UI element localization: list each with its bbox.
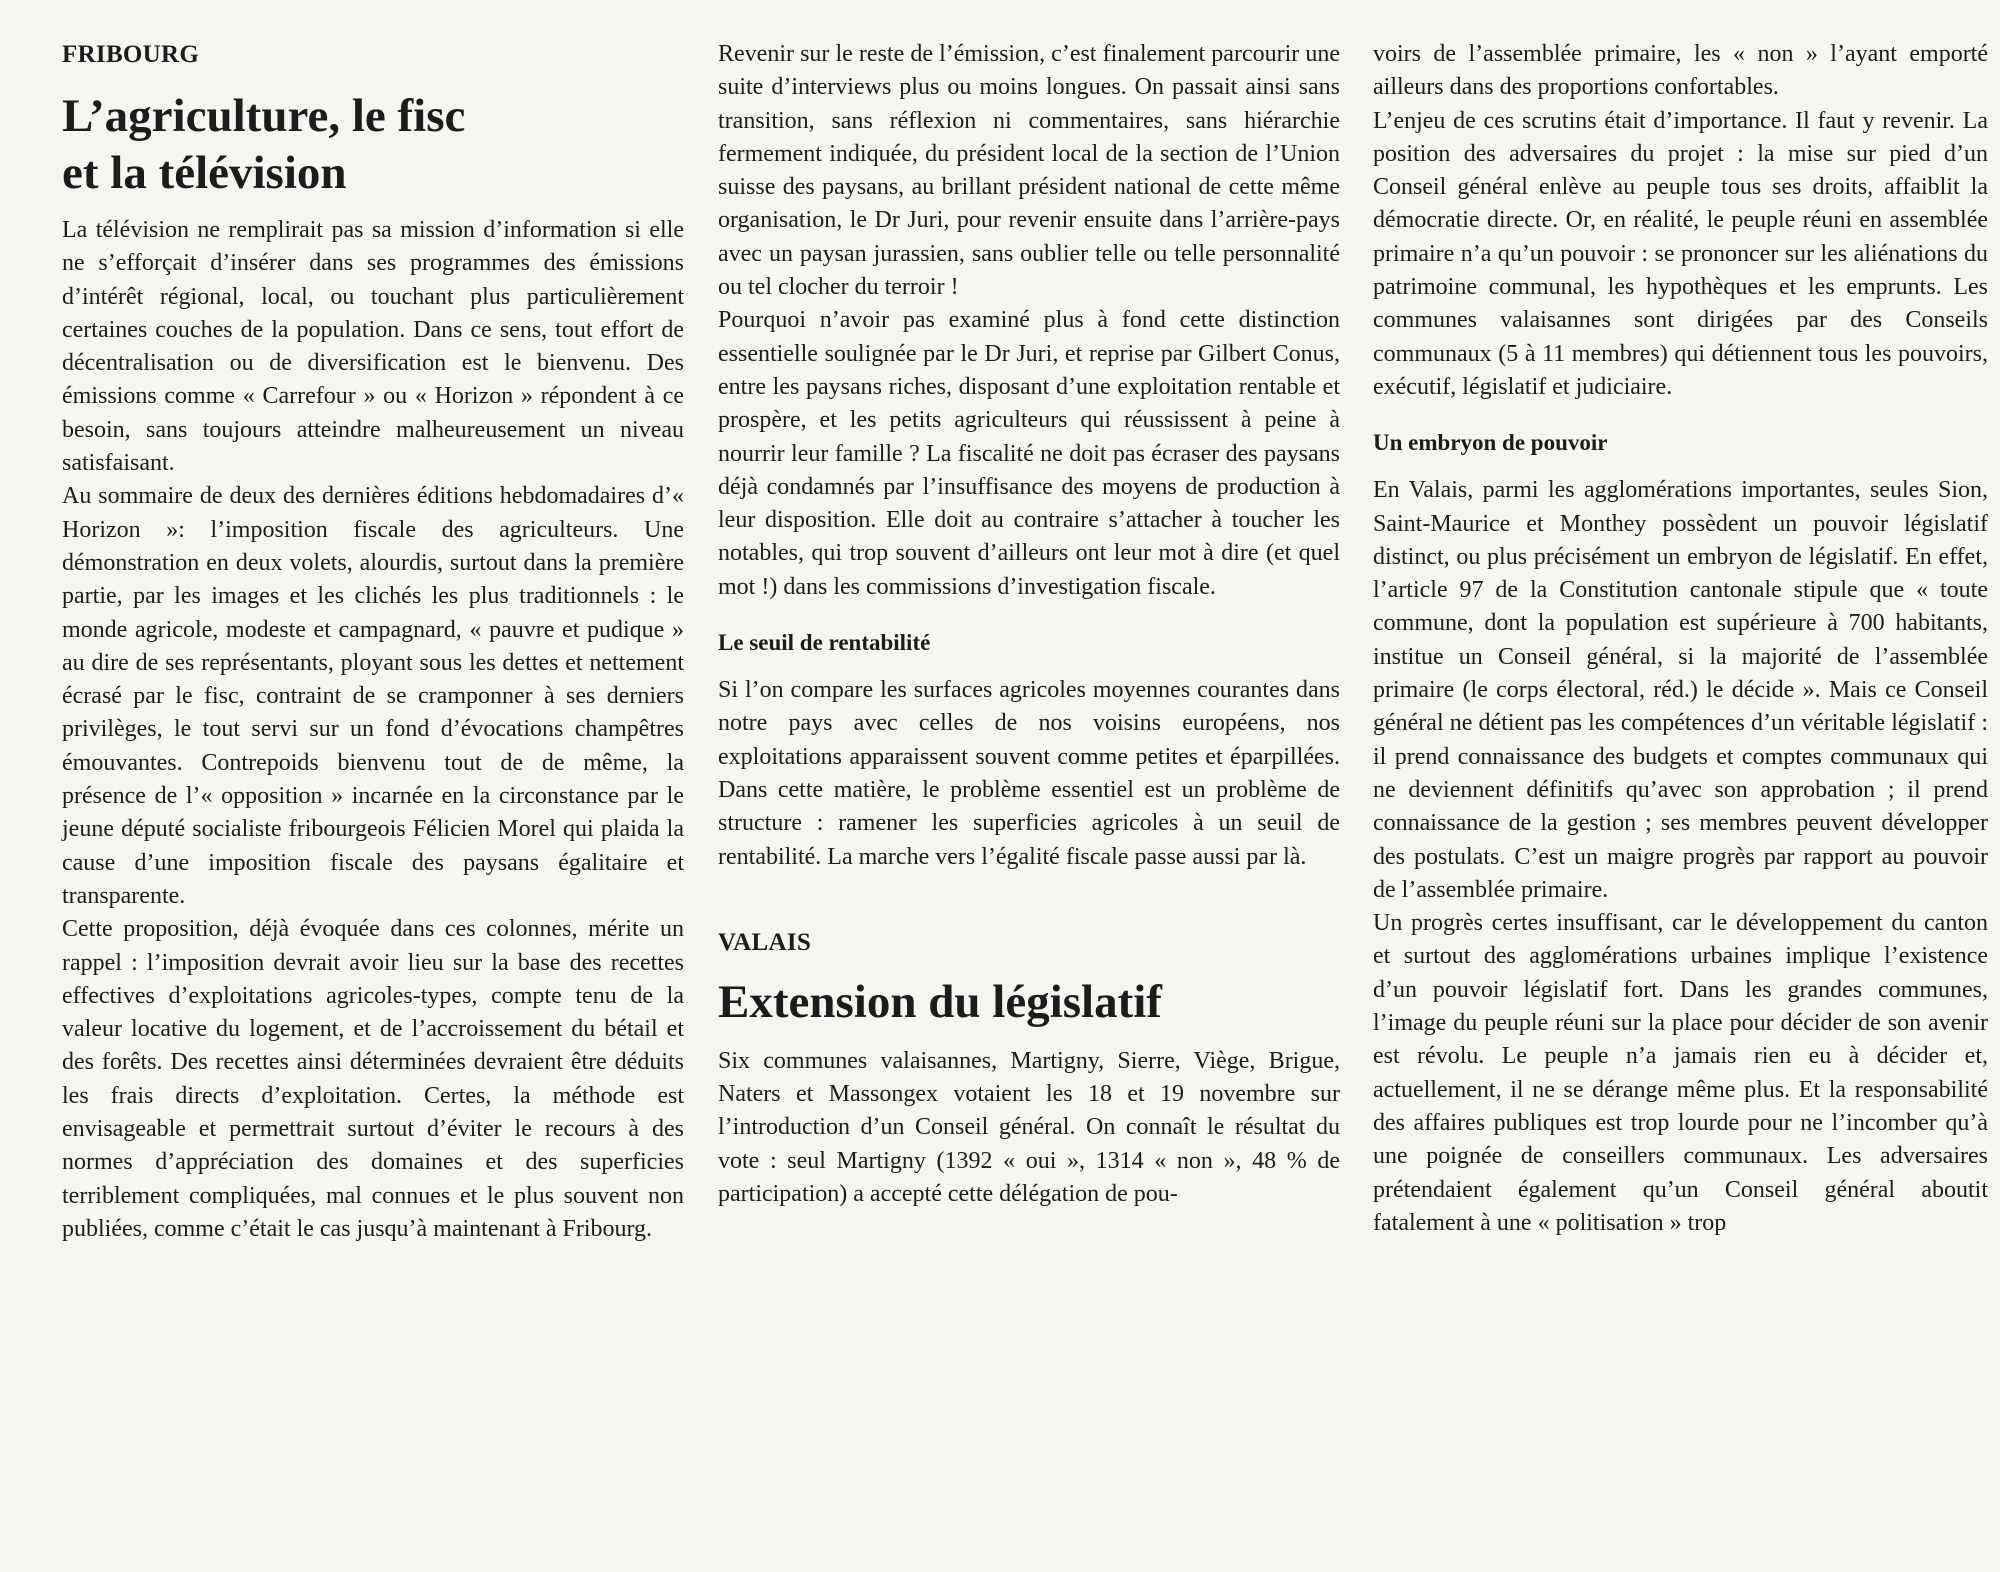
article1-headline-line2: et la télévision <box>62 147 347 199</box>
column-1 <box>62 38 684 1246</box>
article2-paragraph-2: L’enjeu de ces scrutins était d’importance. Il faut y revenir. La position des adversaires du projet : la mise sur pied d’un Conseil général enlève au peuple tous ses droits, affaiblit la démocratie directe. Or, en réalité, le peuple réuni en assemblée primaire n’a qu’un pouvoir : se prononcer sur les aliénations du patrimoine communal, les hypothèques et les emprunts. Les communes valaisannes sont dirigées par des Conseils communaux (5 à 11 membres) qui détiennent tous les pouvoirs, exécutif, législatif et judiciaire. <box>1373 107 1988 400</box>
article2-subhead: Un embryon de pouvoir <box>1373 430 1608 456</box>
article2-paragraph-3: En Valais, parmi les agglomérations importantes, seules Sion, Saint-Maurice et Monthey possèdent un pouvoir législatif distinct, ou plus précisément un embryon de législatif. En effet, l’article 97 de la Constitution cantonale stipule que « toute commune, dont la population est supérieure à 700 habitants, institue un Conseil général, si la majorité de l’assemblée primaire (le corps électoral, réd.) le décide ». Mais ce Conseil général ne détient pas les compétences d’un véritable législatif : il prend connaissance des budgets et comptes communaux qui ne deviennent définitifs qu’avec son approbation ; il prend connaissance de la gestion ; ses membres peuvent développer des postulats. C’est un maigre progrès par rapport au pouvoir de l’assemblée primaire. <box>1373 477 1988 903</box>
article1-paragraph-1: La télévision ne remplirait pas sa mission d’information si elle ne s’efforçait d’insérer dans ses programmes des émissions d’intérêt régional, local, ou touchant plus particulièrement certaines couches de la population. Dans ce sens, tout effort de décentralisation ou de diversification est le bienvenu. Des émissions comme « Carrefour » ou « Horizon » répondent à ce besoin, sans toujours atteindre malheureusement un niveau satisfaisant. <box>62 217 684 477</box>
article1-subhead: Le seuil de rentabilité <box>718 630 931 656</box>
article1-headline <box>62 88 684 202</box>
article2-paragraph-1-continued: voirs de l’assemblée primaire, les « non » l’ayant emporté ailleurs dans des proportions confortables. <box>1373 41 1988 101</box>
article1-headline-line1: L’agriculture, le fisc <box>62 90 466 142</box>
article1-paragraph-2: Au sommaire de deux des dernières éditions hebdomadaires d’« Horizon »: l’imposition fiscale des agriculteurs. Une démonstration en deux volets, alourdis, surtout dans la première partie, par les images et les clichés les plus traditionnels : le monde agricole, modeste et campagnard, « pauvre et pudique » au dire de ses représentants, ployant sous les dettes et nettement écrasé par le fisc, contraint de se cramponner à ses derniers privilèges, le tout servi sur un fond d’évocations champêtres émouvantes. Contrepoids bienvenu tout de de même, la présence de l’« opposition » incarnée en la circonstance par le jeune député socialiste fribourgeois Félicien Morel qui plaida la cause d’une imposition fiscale des paysans égalitaire et transparente. <box>62 483 684 909</box>
article1-paragraph-6: Si l’on compare les surfaces agricoles moyennes courantes dans notre pays avec celles de nos voisins européens, nos exploitations apparaissent souvent comme petites et éparpillées. Dans cette matière, le problème essentiel est un problème de structure : ramener les superficies agricoles à un seuil de rentabilité. La marche vers l’égalité fiscale passe aussi par là. <box>718 677 1340 870</box>
article2-paragraph-4: Un progrès certes insuffisant, car le développement du canton et surtout des agglomérations urbaines implique l’existence d’un pouvoir législatif fort. Dans les grandes communes, l’image du peuple réuni sur la place pour décider de son avenir est révolu. Le peuple n’a jamais rien eu à décider et, actuellement, il ne se dérange même plus. Et la responsabilité des affaires publiques est trop lourde pour ne l’incomber qu’à une poignée de conseillers communaux. Les adversaires prétendaient également qu’un Conseil général aboutit fatalement à une « politisation » trop <box>1373 910 1988 1236</box>
article2-kicker: VALAIS <box>718 928 812 956</box>
article1-paragraph-4: Revenir sur le reste de l’émission, c’est finalement parcourir une suite d’interviews plus ou moins longues. On passait ainsi sans transition, sans réflexion ni commentaires, sans hiérarchie fermement indiquée, du président local de la section de l’Union suisse des paysans, au brillant président national de cette même organisation, le Dr Juri, pour revenir ensuite dans l’arrière-pays avec un paysan jurassien, sans oublier telle ou telle personnalité ou tel clocher du terroir ! <box>718 41 1340 301</box>
column-3 <box>1373 38 1988 1240</box>
article1-paragraph-5: Pourquoi n’avoir pas examiné plus à fond cette distinction essentielle soulignée par le Dr Juri, et reprise par Gilbert Conus, entre les paysans riches, disposant d’une exploitation rentable et prospère, et les petits agriculteurs qui réussissent à peine à nourrir leur famille ? La fiscalité ne doit pas écraser des paysans déjà condamnés par l’insuffisance des moyens de production à leur disposition. Elle doit au contraire s’attacher à toucher les notables, qui trop souvent d’ailleurs ont leur mot à dire (et quel mot !) dans les commissions d’investigation fiscale. <box>718 307 1340 600</box>
column-2 <box>718 38 1340 1211</box>
article2-headline: Extension du législatif <box>718 975 1162 1028</box>
article1-kicker: FRIBOURG <box>62 41 200 68</box>
article2-paragraph-1: Six communes valaisannes, Martigny, Sierre, Viège, Brigue, Naters et Massongex votaient les 18 et 19 novembre sur l’introduction d’un Conseil général. On connaît le résultat du vote : seul Martigny (1392 « oui », 1314 « non », 48 % de participation) a accepté cette délégation de pou- <box>718 1047 1340 1208</box>
article1-paragraph-3: Cette proposition, déjà évoquée dans ces colonnes, mérite un rappel : l’imposition devrait avoir lieu sur la base des recettes effectives d’exploitations agricoles-types, compte tenu de la valeur locative du logement, et de l’accroissement du bétail et des forêts. Des recettes ainsi déterminées devraient être déduits les frais directs d’exploitation. Certes, la méthode est envisageable et permettrait surtout d’éviter le recours à des normes d’appréciation des domaines et des superficies terriblement compliquées, mal connues et le plus souvent non publiées, comme c’était le cas jusqu’à maintenant à Fribourg. <box>62 916 684 1242</box>
